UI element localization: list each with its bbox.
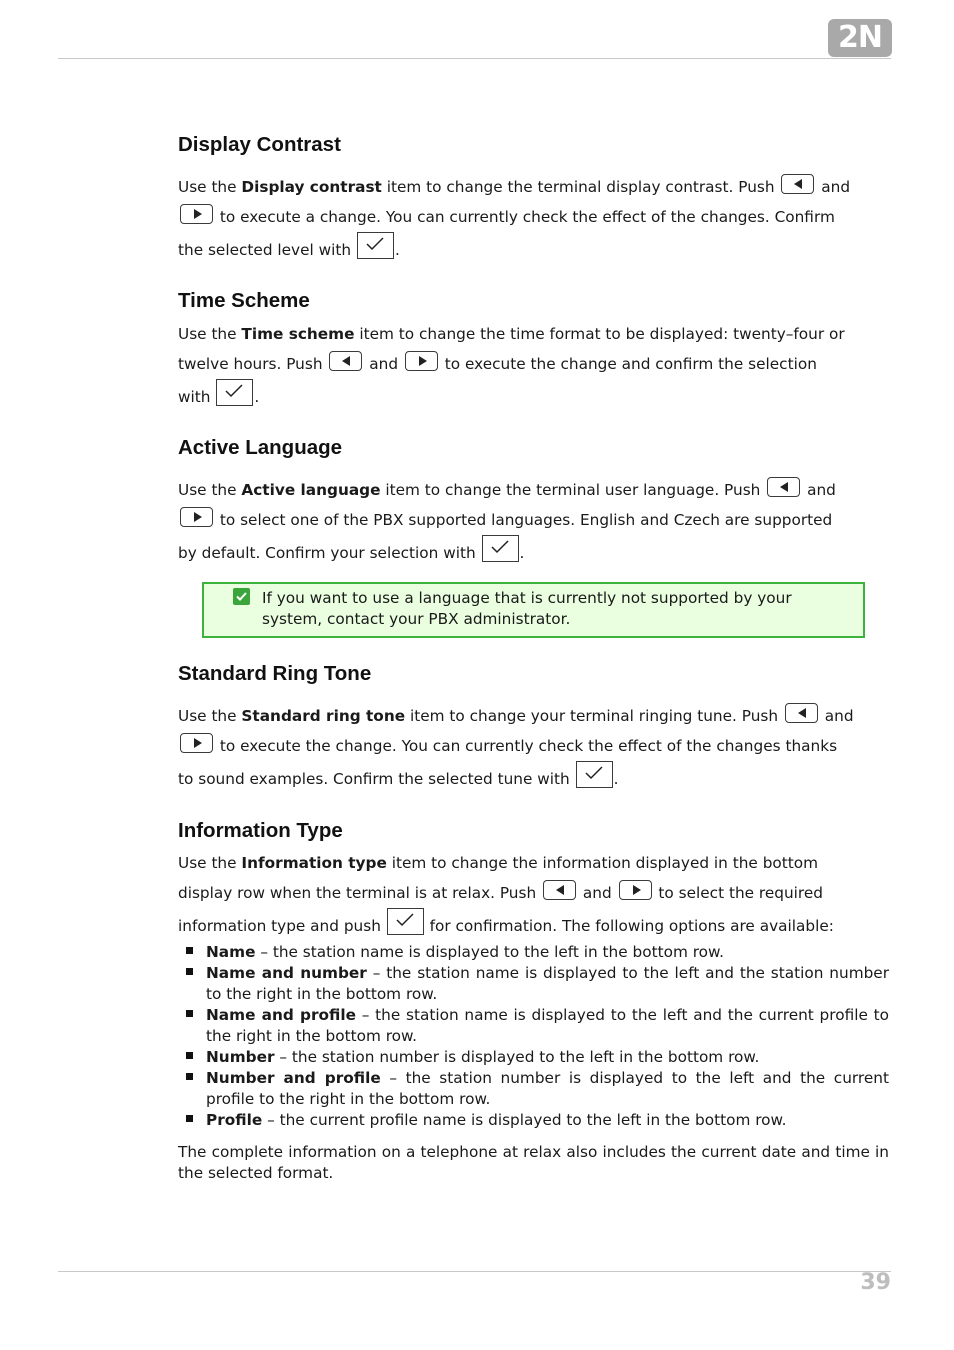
left-arrow-key-icon	[543, 880, 576, 900]
confirm-check-key-icon	[357, 232, 394, 259]
checkbox-checked-icon	[233, 588, 250, 605]
bullet-icon	[186, 1010, 193, 1017]
list-item: Number – the station number is displayed to the left in the bottom row.	[206, 1047, 889, 1068]
note-text: If you want to use a language that is currently not supported by your system, contact your PBX administrator.	[262, 589, 792, 628]
bullet-icon	[186, 947, 193, 954]
bullet-icon	[186, 968, 193, 975]
page-number: 39	[860, 1270, 891, 1295]
section-title-standard-ring-tone: Standard Ring Tone	[178, 662, 372, 685]
right-arrow-key-icon	[405, 351, 438, 371]
information-type-options	[206, 942, 889, 1131]
bullet-icon	[186, 1115, 193, 1122]
right-arrow-key-icon	[180, 733, 213, 753]
section-title-active-language: Active Language	[178, 436, 343, 459]
header-divider	[58, 58, 891, 59]
right-arrow-key-icon	[619, 880, 652, 900]
section-title-time-scheme: Time Scheme	[178, 289, 310, 312]
active-language-paragraph: Use the Active language item to change the terminal user language. Push and to select one of the PBX supported languages. English and Czech are supported by default. Confirm your selection with .	[178, 475, 889, 571]
display-contrast-paragraph: Use the Display contrast item to change the terminal display contrast. Push and to execute a change. You can currently check the effect of the changes. Confirm the selected level with .	[178, 172, 889, 268]
confirm-check-key-icon	[387, 908, 424, 935]
info-note-box	[202, 582, 865, 638]
information-type-closing: The complete information on a telephone at relax also includes the current date and time in the selected format.	[178, 1143, 889, 1182]
standard-ring-tone-paragraph: Use the Standard ring tone item to change your terminal ringing tune. Push and to execute the change. You can currently check the effect of the changes thanks to sound examples. Confirm the selected tune with .	[178, 701, 889, 797]
list-item: Name and profile – the station name is displayed to the left and the current profile to the right in the bottom row.	[206, 1005, 889, 1047]
list-item: Number and profile – the station number is displayed to the left and the current profile to the right in the bottom row.	[206, 1068, 889, 1110]
company-logo: 2N	[828, 19, 892, 57]
time-scheme-paragraph: Use the Time scheme item to change the time format to be displayed: twenty–four or twelve hours. Push and to execute the change and confirm the selection with .	[178, 325, 845, 406]
section-title-display-contrast: Display Contrast	[178, 133, 341, 156]
left-arrow-key-icon	[781, 174, 814, 194]
right-arrow-key-icon	[180, 204, 213, 224]
bullet-icon	[186, 1073, 193, 1080]
confirm-check-key-icon	[482, 535, 519, 562]
list-item: Profile – the current profile name is displayed to the left in the bottom row.	[206, 1110, 889, 1131]
left-arrow-key-icon	[785, 703, 818, 723]
right-arrow-key-icon	[180, 507, 213, 527]
information-type-paragraph: Use the Information type item to change the information displayed in the bottom display row when the terminal is at relax. Push and to select the required information type and push for confirmation. The following options are available:	[178, 854, 834, 935]
bullet-icon	[186, 1052, 193, 1059]
list-item: Name – the station name is displayed to the left in the bottom row.	[206, 942, 889, 963]
left-arrow-key-icon	[329, 351, 362, 371]
confirm-check-key-icon	[576, 761, 613, 788]
footer-divider	[58, 1271, 891, 1272]
list-item: Name and number – the station name is displayed to the left and the station number to the right in the bottom row.	[206, 963, 889, 1005]
section-title-information-type: Information Type	[178, 819, 343, 842]
left-arrow-key-icon	[767, 477, 800, 497]
confirm-check-key-icon	[216, 379, 253, 406]
